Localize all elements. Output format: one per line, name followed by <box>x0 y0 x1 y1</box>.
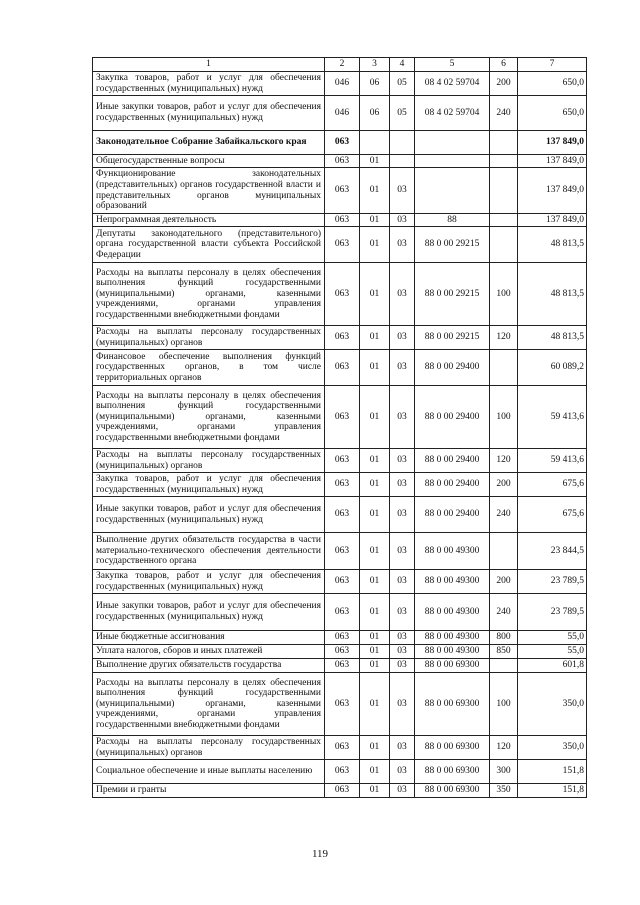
table-row <box>93 72 587 96</box>
subsection-code-cell: 03 <box>390 168 415 214</box>
amount-cell: 23 789,5 <box>518 570 587 594</box>
section-code-cell: 01 <box>360 386 390 449</box>
admin-code-cell: 063 <box>325 326 360 350</box>
subsection-code-cell: 03 <box>390 784 415 798</box>
section-code-cell: 01 <box>360 497 390 533</box>
expense-type-cell: 350 <box>490 784 518 798</box>
admin-code-cell: 063 <box>325 673 360 736</box>
amount-cell: 48 813,5 <box>518 227 587 263</box>
column-header: 7 <box>518 58 587 72</box>
target-article-cell: 88 0 00 29215 <box>415 326 490 350</box>
target-article-cell: 88 0 00 69300 <box>415 784 490 798</box>
admin-code-cell: 046 <box>325 96 360 131</box>
column-header: 4 <box>390 58 415 72</box>
amount-cell: 23 789,5 <box>518 594 587 631</box>
table-row <box>93 96 587 131</box>
section-code-cell: 01 <box>360 473 390 497</box>
row-name-cell: Иные закупки товаров, работ и услуг для обеспечения государственных (муниципальных) нужд <box>93 594 325 631</box>
target-article-cell: 88 0 00 49300 <box>415 594 490 631</box>
expense-type-cell <box>490 214 518 227</box>
amount-cell: 350,0 <box>518 673 587 736</box>
subsection-code-cell: 03 <box>390 214 415 227</box>
section-code-cell: 01 <box>360 659 390 673</box>
table-row <box>93 673 587 736</box>
expense-type-cell: 800 <box>490 631 518 645</box>
amount-cell: 137 849,0 <box>518 214 587 227</box>
subsection-code-cell: 03 <box>390 449 415 473</box>
table-row <box>93 227 587 263</box>
subsection-code-cell: 03 <box>390 326 415 350</box>
section-code-cell: 01 <box>360 350 390 386</box>
table-row <box>93 473 587 497</box>
amount-cell: 23 844,5 <box>518 533 587 570</box>
section-code-cell: 01 <box>360 784 390 798</box>
section-code-cell: 01 <box>360 736 390 760</box>
row-name-cell: Расходы на выплаты персоналу государственных (муниципальных) органов <box>93 449 325 473</box>
table-body <box>93 72 587 798</box>
section-code-cell: 06 <box>360 72 390 96</box>
row-name-cell: Общегосударственные вопросы <box>93 155 325 168</box>
expense-type-cell: 100 <box>490 263 518 326</box>
table-row <box>93 631 587 645</box>
table-row <box>93 214 587 227</box>
admin-code-cell: 063 <box>325 473 360 497</box>
expense-type-cell: 240 <box>490 96 518 131</box>
expense-type-cell: 850 <box>490 645 518 659</box>
subsection-code-cell: 03 <box>390 594 415 631</box>
target-article-cell: 88 0 00 49300 <box>415 533 490 570</box>
target-article-cell: 88 0 00 69300 <box>415 673 490 736</box>
row-name-cell: Закупка товаров, работ и услуг для обеспечения государственных (муниципальных) нужд <box>93 570 325 594</box>
amount-cell: 675,6 <box>518 473 587 497</box>
expense-type-cell: 120 <box>490 449 518 473</box>
amount-cell: 48 813,5 <box>518 326 587 350</box>
target-article-cell: 08 4 02 59704 <box>415 72 490 96</box>
row-name-cell: Социальное обеспечение и иные выплаты населению <box>93 760 325 784</box>
subsection-code-cell <box>390 155 415 168</box>
expense-type-cell <box>490 350 518 386</box>
admin-code-cell: 063 <box>325 131 360 155</box>
admin-code-cell: 063 <box>325 645 360 659</box>
row-name-cell: Уплата налогов, сборов и иных платежей <box>93 645 325 659</box>
expense-type-cell: 100 <box>490 386 518 449</box>
expense-type-cell: 100 <box>490 673 518 736</box>
table-row <box>93 533 587 570</box>
amount-cell: 59 413,6 <box>518 386 587 449</box>
budget-table <box>92 57 587 798</box>
column-header: 2 <box>325 58 360 72</box>
amount-cell: 650,0 <box>518 72 587 96</box>
table-row <box>93 784 587 798</box>
table-header-row <box>93 58 587 72</box>
row-name-cell: Закупка товаров, работ и услуг для обеспечения государственных (муниципальных) нужд <box>93 72 325 96</box>
subsection-code-cell: 03 <box>390 659 415 673</box>
subsection-code-cell: 03 <box>390 473 415 497</box>
table-row <box>93 449 587 473</box>
section-code-cell: 01 <box>360 449 390 473</box>
expense-type-cell: 200 <box>490 473 518 497</box>
admin-code-cell: 063 <box>325 168 360 214</box>
admin-code-cell: 063 <box>325 155 360 168</box>
section-code-cell: 01 <box>360 168 390 214</box>
section-code-cell: 01 <box>360 673 390 736</box>
table-row <box>93 168 587 214</box>
subsection-code-cell: 03 <box>390 736 415 760</box>
target-article-cell: 88 <box>415 214 490 227</box>
amount-cell: 350,0 <box>518 736 587 760</box>
column-header: 3 <box>360 58 390 72</box>
target-article-cell: 08 4 02 59704 <box>415 96 490 131</box>
admin-code-cell: 063 <box>325 533 360 570</box>
row-name-cell: Расходы на выплаты персоналу в целях обеспечения выполнения функций государственными (муниципальными) органами, казенными учреждениями, органами управления государственными внебюджетными фондами <box>93 673 325 736</box>
expense-type-cell <box>490 168 518 214</box>
subsection-code-cell: 03 <box>390 673 415 736</box>
amount-cell: 151,8 <box>518 760 587 784</box>
expense-type-cell <box>490 227 518 263</box>
row-name-cell: Функционирование законодательных (представительных) органов государственной власти и представительных органов муниципальных образований <box>93 168 325 214</box>
section-code-cell: 01 <box>360 263 390 326</box>
admin-code-cell: 063 <box>325 449 360 473</box>
expense-type-cell: 240 <box>490 594 518 631</box>
amount-cell: 137 849,0 <box>518 168 587 214</box>
target-article-cell: 88 0 00 49300 <box>415 631 490 645</box>
target-article-cell: 88 0 00 69300 <box>415 760 490 784</box>
amount-cell: 601,8 <box>518 659 587 673</box>
table-row <box>93 736 587 760</box>
amount-cell: 137 849,0 <box>518 155 587 168</box>
table-row <box>93 131 587 155</box>
row-name-cell: Иные закупки товаров, работ и услуг для обеспечения государственных (муниципальных) нужд <box>93 96 325 131</box>
page-number: 119 <box>311 848 329 860</box>
subsection-code-cell: 05 <box>390 72 415 96</box>
amount-cell: 675,6 <box>518 497 587 533</box>
column-header: 6 <box>490 58 518 72</box>
amount-cell: 60 089,2 <box>518 350 587 386</box>
expense-type-cell: 120 <box>490 326 518 350</box>
target-article-cell: 88 0 00 49300 <box>415 645 490 659</box>
table-row <box>93 659 587 673</box>
section-code-cell: 01 <box>360 533 390 570</box>
amount-cell: 59 413,6 <box>518 449 587 473</box>
expense-type-cell: 200 <box>490 72 518 96</box>
subsection-code-cell: 03 <box>390 631 415 645</box>
admin-code-cell: 063 <box>325 570 360 594</box>
table-row <box>93 155 587 168</box>
admin-code-cell: 046 <box>325 72 360 96</box>
expense-type-cell: 120 <box>490 736 518 760</box>
expense-type-cell <box>490 533 518 570</box>
admin-code-cell: 063 <box>325 594 360 631</box>
admin-code-cell: 063 <box>325 386 360 449</box>
row-name-cell: Иные бюджетные ассигнования <box>93 631 325 645</box>
section-code-cell: 06 <box>360 96 390 131</box>
admin-code-cell: 063 <box>325 497 360 533</box>
row-name-cell: Расходы на выплаты персоналу в целях обеспечения выполнения функций государственными (муниципальными) органами, казенными учреждениями, органами управления государственными внебюджетными фондами <box>93 263 325 326</box>
target-article-cell <box>415 155 490 168</box>
table-row <box>93 570 587 594</box>
row-name-cell: Непрограммная деятельность <box>93 214 325 227</box>
admin-code-cell: 063 <box>325 263 360 326</box>
admin-code-cell: 063 <box>325 736 360 760</box>
table-row <box>93 326 587 350</box>
target-article-cell: 88 0 00 29215 <box>415 263 490 326</box>
subsection-code-cell: 03 <box>390 350 415 386</box>
target-article-cell: 88 0 00 29215 <box>415 227 490 263</box>
expense-type-cell: 200 <box>490 570 518 594</box>
section-code-cell: 01 <box>360 214 390 227</box>
subsection-code-cell: 03 <box>390 386 415 449</box>
admin-code-cell: 063 <box>325 760 360 784</box>
row-name-cell: Расходы на выплаты персоналу государственных (муниципальных) органов <box>93 736 325 760</box>
expense-type-cell: 240 <box>490 497 518 533</box>
section-code-cell: 01 <box>360 594 390 631</box>
section-code-cell: 01 <box>360 570 390 594</box>
section-code-cell: 01 <box>360 760 390 784</box>
subsection-code-cell: 03 <box>390 760 415 784</box>
target-article-cell: 88 0 00 29400 <box>415 350 490 386</box>
amount-cell: 137 849,0 <box>518 131 587 155</box>
target-article-cell: 88 0 00 69300 <box>415 659 490 673</box>
amount-cell: 650,0 <box>518 96 587 131</box>
subsection-code-cell: 03 <box>390 570 415 594</box>
row-name-cell: Расходы на выплаты персоналу в целях обеспечения выполнения функций государственными (муниципальными) органами, казенными учреждениями, органами управления государственными внебюджетными фондами <box>93 386 325 449</box>
row-name-cell: Финансовое обеспечение выполнения функций государственных органов, в том числе территориальных органов <box>93 350 325 386</box>
admin-code-cell: 063 <box>325 631 360 645</box>
expense-type-cell <box>490 131 518 155</box>
target-article-cell: 88 0 00 29400 <box>415 386 490 449</box>
admin-code-cell: 063 <box>325 784 360 798</box>
row-name-cell: Выполнение других обязательств государства в части материально-технического обеспечения деятельности государственного органа <box>93 533 325 570</box>
row-name-cell: Депутаты законодательного (представительного) органа государственной власти субъекта Российской Федерации <box>93 227 325 263</box>
row-name-cell: Иные закупки товаров, работ и услуг для обеспечения государственных (муниципальных) нужд <box>93 497 325 533</box>
target-article-cell: 88 0 00 29400 <box>415 497 490 533</box>
admin-code-cell: 063 <box>325 659 360 673</box>
target-article-cell: 88 0 00 29400 <box>415 473 490 497</box>
amount-cell: 55,0 <box>518 631 587 645</box>
section-code-cell: 01 <box>360 326 390 350</box>
table-row <box>93 645 587 659</box>
row-name-cell: Закупка товаров, работ и услуг для обеспечения государственных (муниципальных) нужд <box>93 473 325 497</box>
expense-type-cell <box>490 659 518 673</box>
row-name-cell: Расходы на выплаты персоналу государственных (муниципальных) органов <box>93 326 325 350</box>
target-article-cell: 88 0 00 29400 <box>415 449 490 473</box>
table-row <box>93 594 587 631</box>
section-code-cell <box>360 131 390 155</box>
subsection-code-cell <box>390 131 415 155</box>
target-article-cell: 88 0 00 49300 <box>415 570 490 594</box>
target-article-cell: 88 0 00 69300 <box>415 736 490 760</box>
subsection-code-cell: 03 <box>390 227 415 263</box>
table-row <box>93 497 587 533</box>
amount-cell: 151,8 <box>518 784 587 798</box>
section-code-cell: 01 <box>360 645 390 659</box>
subsection-code-cell: 03 <box>390 645 415 659</box>
table-row <box>93 760 587 784</box>
subsection-code-cell: 03 <box>390 533 415 570</box>
target-article-cell <box>415 131 490 155</box>
admin-code-cell: 063 <box>325 227 360 263</box>
section-code-cell: 01 <box>360 631 390 645</box>
target-article-cell <box>415 168 490 214</box>
amount-cell: 48 813,5 <box>518 263 587 326</box>
amount-cell: 55,0 <box>518 645 587 659</box>
subsection-code-cell: 05 <box>390 96 415 131</box>
subsection-code-cell: 03 <box>390 497 415 533</box>
table-row <box>93 386 587 449</box>
row-name-cell: Премии и гранты <box>93 784 325 798</box>
row-name-cell: Выполнение других обязательств государства <box>93 659 325 673</box>
column-header: 5 <box>415 58 490 72</box>
column-header: 1 <box>93 58 325 72</box>
admin-code-cell: 063 <box>325 214 360 227</box>
expense-type-cell <box>490 155 518 168</box>
row-name-cell: Законодательное Собрание Забайкальского края <box>93 131 325 155</box>
admin-code-cell: 063 <box>325 350 360 386</box>
table-row <box>93 263 587 326</box>
table-row <box>93 350 587 386</box>
section-code-cell: 01 <box>360 155 390 168</box>
expense-type-cell: 300 <box>490 760 518 784</box>
section-code-cell: 01 <box>360 227 390 263</box>
subsection-code-cell: 03 <box>390 263 415 326</box>
